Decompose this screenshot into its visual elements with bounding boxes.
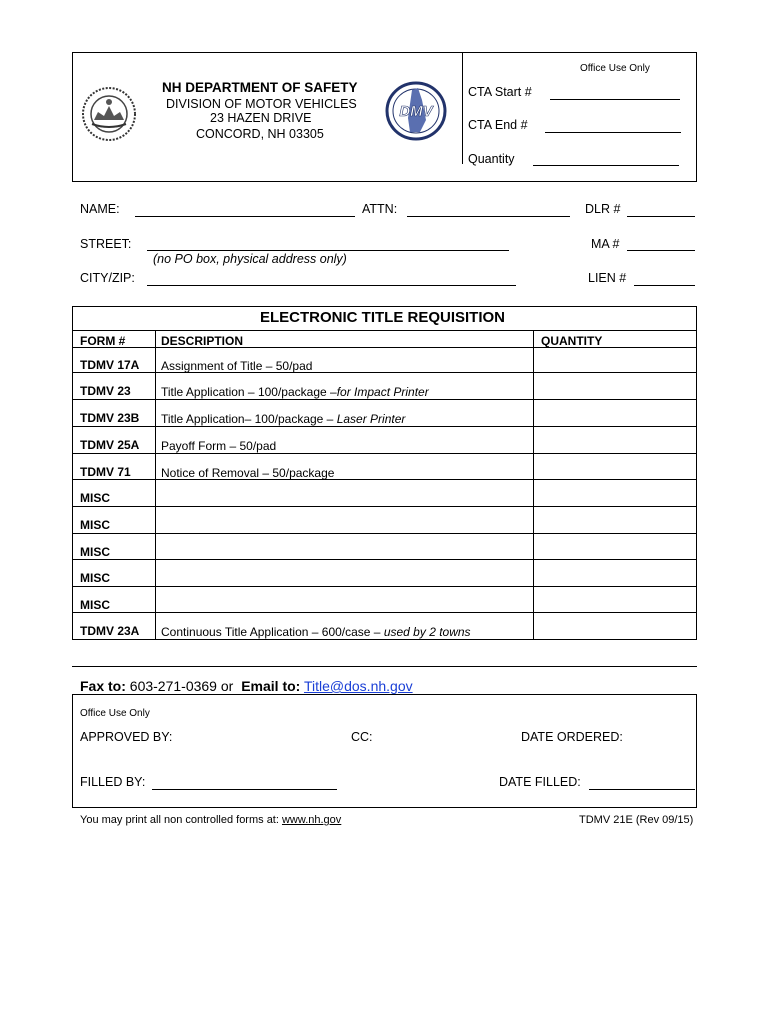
description-cell bbox=[161, 466, 334, 480]
office-use-box bbox=[72, 694, 697, 808]
fax-number: 603-271-0369 bbox=[129, 678, 217, 694]
table-row bbox=[72, 560, 697, 587]
cityzip-field[interactable] bbox=[147, 285, 516, 286]
form-id: TDMV 21E (Rev 09/15) bbox=[579, 814, 694, 826]
street-label: STREET: bbox=[80, 237, 132, 251]
contact-line bbox=[80, 678, 413, 694]
division-name: DIVISION OF MOTOR VEHICLES bbox=[166, 97, 357, 111]
print-url-link[interactable]: www.nh.gov bbox=[281, 814, 342, 826]
form-number-cell: MISC bbox=[80, 598, 110, 612]
col-form-header: FORM # bbox=[80, 334, 126, 348]
fax-label: Fax to: bbox=[80, 678, 126, 694]
street-field[interactable] bbox=[147, 250, 509, 251]
ma-field[interactable] bbox=[627, 250, 695, 251]
filled-field[interactable] bbox=[152, 789, 337, 790]
lien-field[interactable] bbox=[634, 285, 695, 286]
description-text: Continuous Title Application – 600/case – bbox=[161, 625, 384, 639]
form-number-cell: TDMV 23A bbox=[80, 624, 140, 638]
cta-start-field[interactable] bbox=[550, 99, 680, 100]
description-text: Notice of Removal – 50/package bbox=[161, 466, 335, 480]
contact-rule bbox=[72, 666, 697, 667]
quantity-cell[interactable] bbox=[534, 427, 696, 453]
header-divider bbox=[462, 52, 463, 164]
table-title-rule bbox=[72, 330, 697, 331]
print-note bbox=[80, 813, 341, 827]
description-italic-text: used by 2 towns bbox=[383, 625, 471, 639]
table-title: ELECTRONIC TITLE REQUISITION bbox=[260, 309, 506, 326]
dmv-logo-text: DMV bbox=[399, 103, 433, 120]
table-row bbox=[72, 454, 697, 480]
dept-title: NH DEPARTMENT OF SAFETY bbox=[162, 80, 358, 95]
description-cell bbox=[161, 625, 471, 639]
date-ordered-label: DATE ORDERED: bbox=[521, 730, 623, 744]
description-text: Payoff Form – 50/pad bbox=[161, 439, 277, 453]
quantity-label: Quantity bbox=[468, 152, 515, 166]
email-label: Email to: bbox=[241, 678, 301, 694]
cta-end-label: CTA End # bbox=[468, 118, 528, 132]
table-row bbox=[72, 613, 697, 640]
description-cell bbox=[161, 359, 312, 373]
description-text: Title Application – 100/package – bbox=[161, 385, 337, 399]
state-seal-icon bbox=[80, 86, 138, 142]
office-use-label-2: Office Use Only bbox=[80, 708, 150, 719]
table-row bbox=[72, 534, 697, 560]
cc-label: CC: bbox=[351, 730, 373, 744]
table-row bbox=[72, 507, 697, 534]
attn-label: ATTN: bbox=[362, 202, 398, 216]
quantity-cell[interactable] bbox=[534, 373, 696, 399]
description-text: Assignment of Title – 50/pad bbox=[161, 359, 313, 373]
quantity-cell[interactable] bbox=[534, 613, 696, 640]
address-line-1: 23 HAZEN DRIVE bbox=[210, 111, 312, 125]
email-link[interactable]: Title@dos.nh.gov bbox=[303, 678, 413, 694]
table-row bbox=[72, 480, 697, 507]
quantity-cell[interactable] bbox=[534, 534, 696, 559]
form-number-cell: TDMV 25A bbox=[80, 438, 140, 452]
dlr-field[interactable] bbox=[627, 216, 695, 217]
date-filled-field[interactable] bbox=[589, 789, 695, 790]
form-number-cell: MISC bbox=[80, 571, 110, 585]
or-text: or bbox=[220, 678, 234, 694]
lien-label: LIEN # bbox=[588, 271, 627, 285]
address-line-2: CONCORD, NH 03305 bbox=[196, 127, 324, 141]
po-box-note: (no PO box, physical address only) bbox=[153, 252, 347, 266]
table-row bbox=[72, 373, 697, 400]
quantity-cell[interactable] bbox=[534, 454, 696, 479]
approved-label: APPROVED BY: bbox=[80, 730, 173, 744]
description-cell bbox=[161, 439, 276, 453]
description-italic-text: Laser Printer bbox=[336, 412, 406, 426]
table-row bbox=[72, 587, 697, 613]
form-number-cell: TDMV 23B bbox=[80, 411, 140, 425]
cta-end-field[interactable] bbox=[545, 132, 681, 133]
quantity-cell[interactable] bbox=[534, 400, 696, 426]
form-number-cell: MISC bbox=[80, 545, 110, 559]
description-text: Title Application– 100/package – bbox=[161, 412, 337, 426]
ma-label: MA # bbox=[591, 237, 620, 251]
form-number-cell: TDMV 23 bbox=[80, 384, 131, 398]
name-label: NAME: bbox=[80, 202, 120, 216]
form-number-cell: TDMV 17A bbox=[80, 358, 140, 372]
print-note-text: You may print all non controlled forms at: bbox=[80, 814, 282, 826]
cityzip-label: CITY/ZIP: bbox=[80, 271, 135, 285]
form-number-cell: MISC bbox=[80, 491, 110, 505]
filled-label: FILLED BY: bbox=[80, 775, 146, 789]
form-number-cell: MISC bbox=[80, 518, 110, 532]
name-field[interactable] bbox=[135, 216, 355, 217]
quantity-cell[interactable] bbox=[534, 480, 696, 506]
form-number-cell: TDMV 71 bbox=[80, 465, 131, 479]
date-filled-label: DATE FILLED: bbox=[499, 775, 581, 789]
cta-start-label: CTA Start # bbox=[468, 85, 532, 99]
description-cell bbox=[161, 385, 429, 399]
office-use-label: Office Use Only bbox=[580, 63, 650, 74]
table-row bbox=[72, 427, 697, 454]
quantity-field[interactable] bbox=[533, 165, 679, 166]
col-qty-header: QUANTITY bbox=[541, 334, 603, 348]
table-row bbox=[72, 400, 697, 427]
col-desc-header: DESCRIPTION bbox=[161, 334, 244, 348]
dlr-label: DLR # bbox=[585, 202, 621, 216]
quantity-cell[interactable] bbox=[534, 560, 696, 586]
attn-field[interactable] bbox=[407, 216, 570, 217]
table-row bbox=[72, 347, 697, 373]
description-cell bbox=[161, 412, 405, 426]
quantity-cell[interactable] bbox=[534, 507, 696, 533]
quantity-cell[interactable] bbox=[534, 587, 696, 612]
dmv-logo-icon bbox=[384, 80, 448, 142]
quantity-cell[interactable] bbox=[534, 347, 696, 372]
description-italic-text: for Impact Printer bbox=[336, 385, 429, 399]
